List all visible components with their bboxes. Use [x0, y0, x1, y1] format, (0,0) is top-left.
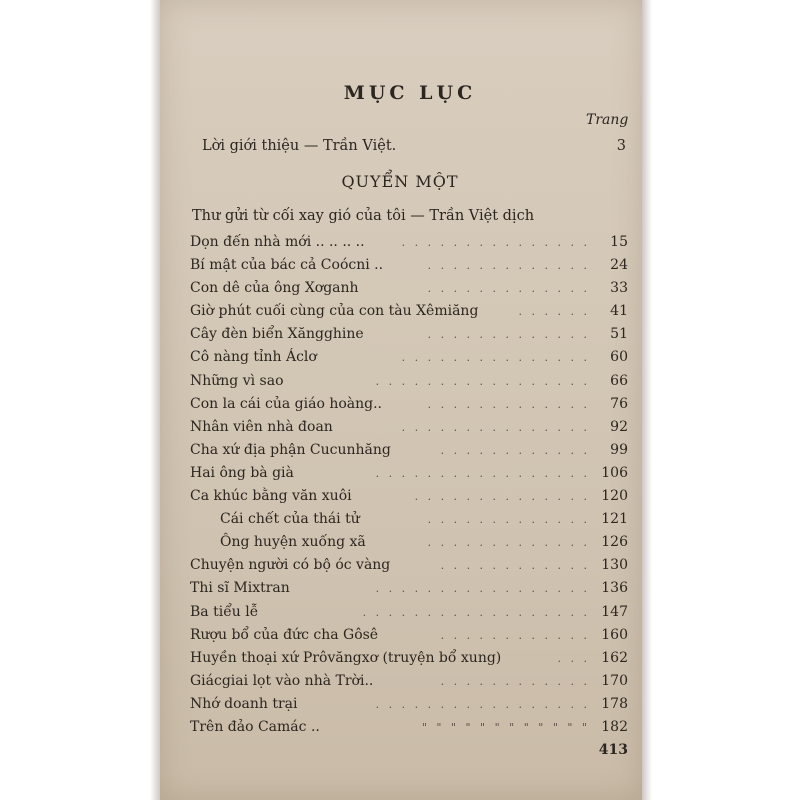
toc-entry [190, 370, 628, 393]
toc-entry-page: 136 [601, 580, 628, 597]
toc-leader-dots: . . . . . . . . . . . . . . . . . [375, 466, 590, 480]
toc-leader-dots: . . . . . . . . . . . . . . . [401, 420, 590, 434]
toc-leader-dots: . . . . . . . . . . . . [440, 674, 590, 688]
toc-entry-title: Rượu bổ của đức cha Gôsê [190, 626, 379, 643]
toc-entry-title: Nhớ doanh trại [190, 695, 298, 712]
toc-entry-title: Hai ông bà già [190, 464, 294, 481]
toc-leader-dots: . . . . . . . . . . . . . [427, 513, 590, 527]
toc-entry-title: Con la cái của giáo hoàng.. [190, 395, 382, 412]
toc-entry-page: 162 [601, 649, 628, 666]
toc-leader-dots: . . . . . . . . . . . . [440, 559, 590, 573]
toc-entry-page: 147 [601, 603, 628, 620]
toc-entry [190, 554, 628, 577]
toc-leader-dots: . . . . . . . . . . . . . . . . . . [362, 605, 590, 619]
toc-entry [190, 601, 628, 624]
toc-entry-page: 15 [610, 234, 628, 250]
toc-entry-page: 130 [601, 557, 628, 574]
toc-entry-title: Trên đảo Camác .. [190, 718, 320, 735]
toc-leader-dots: . . . . . . . . . . . . [440, 443, 590, 457]
page-edge-shadow [642, 0, 652, 800]
page-title: MỤC LỤC [343, 82, 477, 104]
toc-entry-title: Giácgiai lọt vào nhà Trời.. [190, 672, 374, 689]
toc-entry [190, 716, 628, 739]
toc-entry-title: Bí mật của bác cả Coócni .. [190, 257, 384, 274]
toc-entry [190, 531, 628, 554]
toc-leader-dots: . . . . . . . . . . . . . . . . . [375, 697, 590, 711]
toc-leader-dots: . . . [557, 651, 590, 665]
toc-entry [190, 624, 628, 647]
toc-entry [190, 416, 628, 439]
intro-entry-text: Lời giới thiệu — Trần Việt. [202, 138, 397, 154]
toc-entry [190, 577, 628, 600]
toc-entry-page: 51 [610, 326, 628, 343]
toc-entry-page: 170 [601, 672, 628, 689]
toc-entry-page: 121 [601, 511, 628, 528]
toc-entry [190, 647, 628, 670]
toc-leader-dots: . . . . . . . . . . . . . . . [401, 236, 590, 249]
toc-entry-title: Cha xứ địa phận Cucunhăng [190, 441, 391, 458]
toc-entry-page: 76 [610, 395, 628, 412]
toc-leader-dots: . . . . . . . . . . . . . [427, 397, 590, 411]
toc-entry-page: 41 [610, 303, 628, 320]
toc-entry-title: Cái chết của thái tử [220, 511, 360, 528]
toc-entry [190, 739, 628, 762]
toc-leader-dots: . . . . . . . . . . . . . . . [401, 351, 590, 365]
section-heading: QUYỂN MỘT [341, 172, 459, 191]
toc-leader-dots: . . . . . . . . . . . . . . . . . [375, 374, 590, 388]
toc-entry [190, 693, 628, 716]
toc-entry-title: Thi sĩ Mixtran [190, 580, 290, 597]
toc-leader-dots: . . . . . . [518, 305, 590, 319]
toc-entry-title: Cây đèn biển Xăngghine [190, 326, 364, 343]
toc-entry [190, 277, 628, 300]
toc-entry-title: Con dê của ông Xơganh [190, 280, 359, 297]
toc-entry-title: Ca khúc bằng văn xuôi [190, 488, 352, 505]
toc-entry [190, 508, 628, 531]
toc-entry [190, 485, 628, 508]
toc-leader-dots: . . . . . . . . . . . . . [427, 282, 590, 296]
toc-leader-dots: . . . . . . . . . . . . [440, 628, 590, 642]
toc-list [190, 231, 628, 762]
toc-entry-title: Cô nàng tỉnh Áclơ [190, 349, 317, 366]
toc-entry-page: 126 [601, 534, 628, 551]
toc-entry-title: Huyền thoại xứ Prôvăngxơ (truyện bổ xung) [190, 649, 502, 666]
toc-leader-dots: . . . . . . . . . . . . . . . . . [375, 582, 590, 596]
toc-leader-dots: " " " " " " " " " " " " [421, 720, 590, 734]
toc-entry-page: 178 [601, 695, 628, 712]
toc-entry [190, 462, 628, 485]
toc-entry [190, 254, 628, 277]
page-column-label: Trang [586, 112, 629, 128]
toc-entry-page: 60 [610, 349, 628, 366]
toc-entry-title: Dọn đến nhà mới .. .. .. .. [190, 234, 365, 250]
toc-entry-page: 92 [610, 418, 628, 435]
toc-entry [190, 300, 628, 323]
toc-entry-page: 106 [601, 464, 628, 481]
toc-entry [190, 670, 628, 693]
toc-entry-title: Ông huyện xuống xã [220, 534, 366, 551]
toc-entry-page: 99 [610, 441, 628, 458]
toc-leader-dots: . . . . . . . . . . . . . [427, 536, 590, 550]
toc-entry-page: 66 [610, 372, 628, 389]
toc-entry-title: Chuyện người có bộ óc vàng [190, 557, 391, 574]
toc-entry-title: Nhân viên nhà đoan [190, 418, 333, 435]
toc-entry [190, 439, 628, 462]
toc-entry-page: 160 [601, 626, 628, 643]
toc-entry-page: 413 [598, 742, 628, 759]
toc-intro-line: Thư gửi từ cối xay gió của tôi — Trần Việt dịch [192, 208, 535, 224]
toc-entry-page: 33 [610, 280, 628, 297]
toc-entry-page: 182 [601, 718, 628, 735]
toc-leader-dots: . . . . . . . . . . . . . [427, 328, 590, 342]
toc-entry-page: 120 [601, 488, 628, 505]
toc-entry-title: Ba tiểu lễ [190, 603, 259, 620]
toc-entry-page: 24 [610, 257, 628, 274]
toc-leader-dots: . . . . . . . . . . . . . [427, 259, 590, 273]
toc-entry-title: Những vì sao [190, 372, 284, 389]
intro-entry-page: 3 [616, 138, 626, 154]
toc-entry [190, 393, 628, 416]
toc-entry [190, 346, 628, 369]
toc-entry [190, 231, 628, 254]
toc-entry [190, 323, 628, 346]
toc-leader-dots: . . . . . . . . . . . . . . [414, 490, 590, 504]
toc-entry-title: Giờ phút cuối cùng của con tàu Xêmiăng [190, 303, 479, 320]
